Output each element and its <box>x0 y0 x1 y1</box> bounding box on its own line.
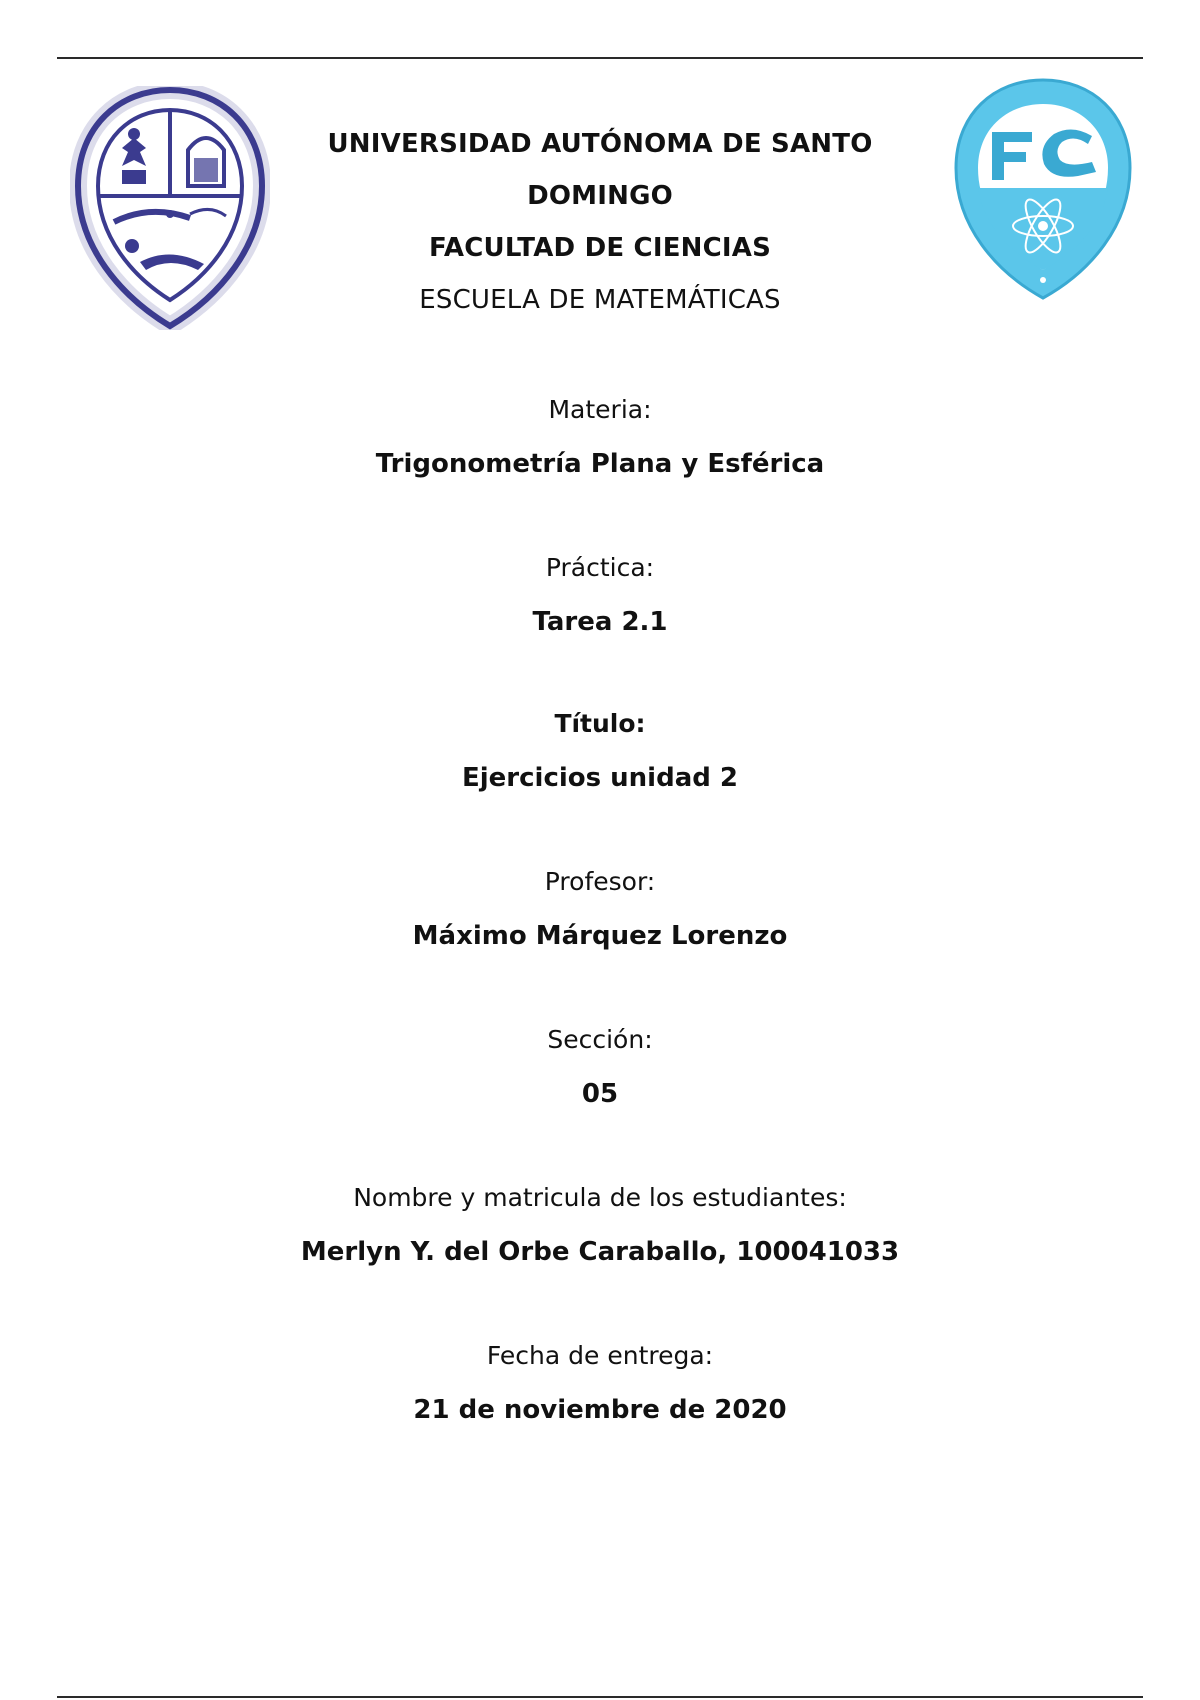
practica-label: Práctica: <box>545 553 655 582</box>
titulo-value: Ejercicios unidad 2 <box>461 763 738 793</box>
profesor-value: Máximo Márquez Lorenzo <box>412 921 788 951</box>
fecha-block <box>0 1329 1200 1437</box>
faculty-name: FACULTAD DE CIENCIAS <box>428 233 772 263</box>
bottom-rule <box>57 1696 1143 1698</box>
materia-value: Trigonometría Plana y Esférica <box>375 449 825 479</box>
seccion-value: 05 <box>581 1079 619 1109</box>
practica-value: Tarea 2.1 <box>532 607 668 637</box>
materia-block <box>0 383 1200 491</box>
practica-block <box>0 541 1200 649</box>
estudiantes-block <box>0 1171 1200 1279</box>
materia-label: Materia: <box>548 395 652 424</box>
estudiantes-label: Nombre y matricula de los estudiantes: <box>353 1183 847 1212</box>
estudiantes-value: Merlyn Y. del Orbe Caraballo, 100041033 <box>300 1237 900 1267</box>
institution-header <box>280 118 920 326</box>
school-name: ESCUELA DE MATEMÁTICAS <box>419 285 781 315</box>
fecha-label: Fecha de entrega: <box>486 1341 714 1370</box>
titulo-label: Título: <box>554 709 646 738</box>
facultad-de-ciencias-seal-icon <box>952 76 1134 302</box>
titulo-block <box>0 697 1200 805</box>
fecha-value: 21 de noviembre de 2020 <box>413 1395 787 1425</box>
university-name: UNIVERSIDAD AUTÓNOMA DE SANTO DOMINGO <box>327 129 873 211</box>
seccion-block <box>0 1013 1200 1121</box>
uasd-seal-logo <box>70 86 270 330</box>
profesor-label: Profesor: <box>544 867 656 896</box>
facultad-de-ciencias-logo <box>952 76 1134 302</box>
seccion-label: Sección: <box>547 1025 653 1054</box>
profesor-block <box>0 855 1200 963</box>
uasd-seal-icon <box>70 86 270 330</box>
top-rule <box>57 57 1143 59</box>
